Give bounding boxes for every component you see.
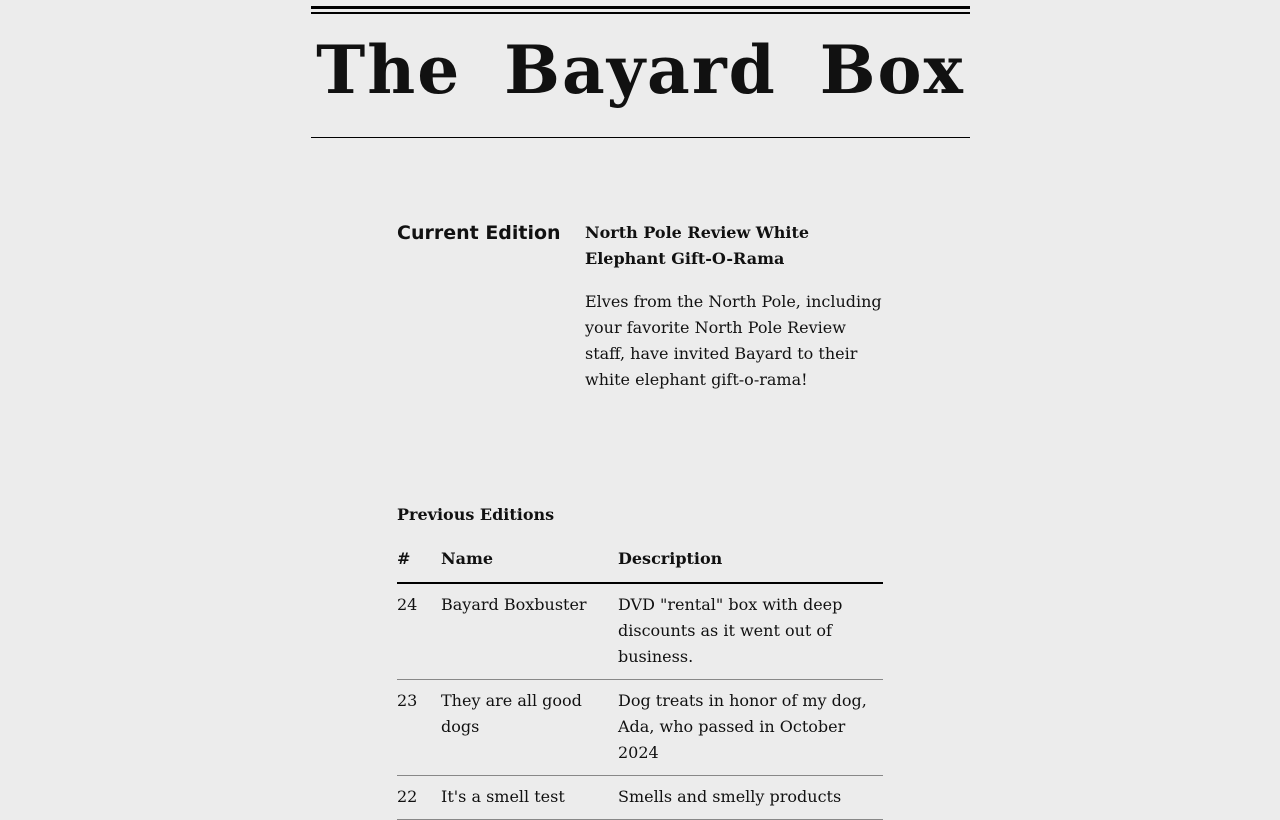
- previous-editions-table: [397, 546, 883, 820]
- table-row: [397, 583, 883, 680]
- previous-editions-heading: Previous Editions: [397, 505, 555, 524]
- edition-description: DVD "rental" box with deep discounts as it went out of business.: [618, 583, 883, 680]
- table-row: [397, 680, 883, 776]
- edition-number: 24: [397, 583, 441, 680]
- current-edition-description: Elves from the North Pole, including your favorite North Pole Review staff, have invited Bayard to their white elephant gift-o-rama!: [585, 292, 882, 389]
- column-header-name: Name: [441, 546, 618, 583]
- column-header-number: #: [397, 546, 441, 583]
- edition-name: It's a smell test: [441, 776, 618, 820]
- edition-name: Bayard Boxbuster: [441, 583, 618, 680]
- column-header-description: Description: [618, 546, 883, 583]
- edition-name: They are all good dogs: [441, 680, 618, 776]
- current-edition-label: Current Edition: [397, 222, 561, 244]
- table-row: [397, 776, 883, 820]
- edition-description: Dog treats in honor of my dog, Ada, who passed in October 2024: [618, 680, 883, 776]
- current-edition-title: North Pole Review White Elephant Gift-O-Rama: [585, 223, 810, 268]
- edition-number: 23: [397, 680, 441, 776]
- site-title: The Bayard Box: [316, 31, 965, 109]
- edition-description: Smells and smelly products: [618, 776, 883, 820]
- masthead: [311, 6, 970, 138]
- edition-number: 22: [397, 776, 441, 820]
- previous-editions-section: [397, 505, 883, 820]
